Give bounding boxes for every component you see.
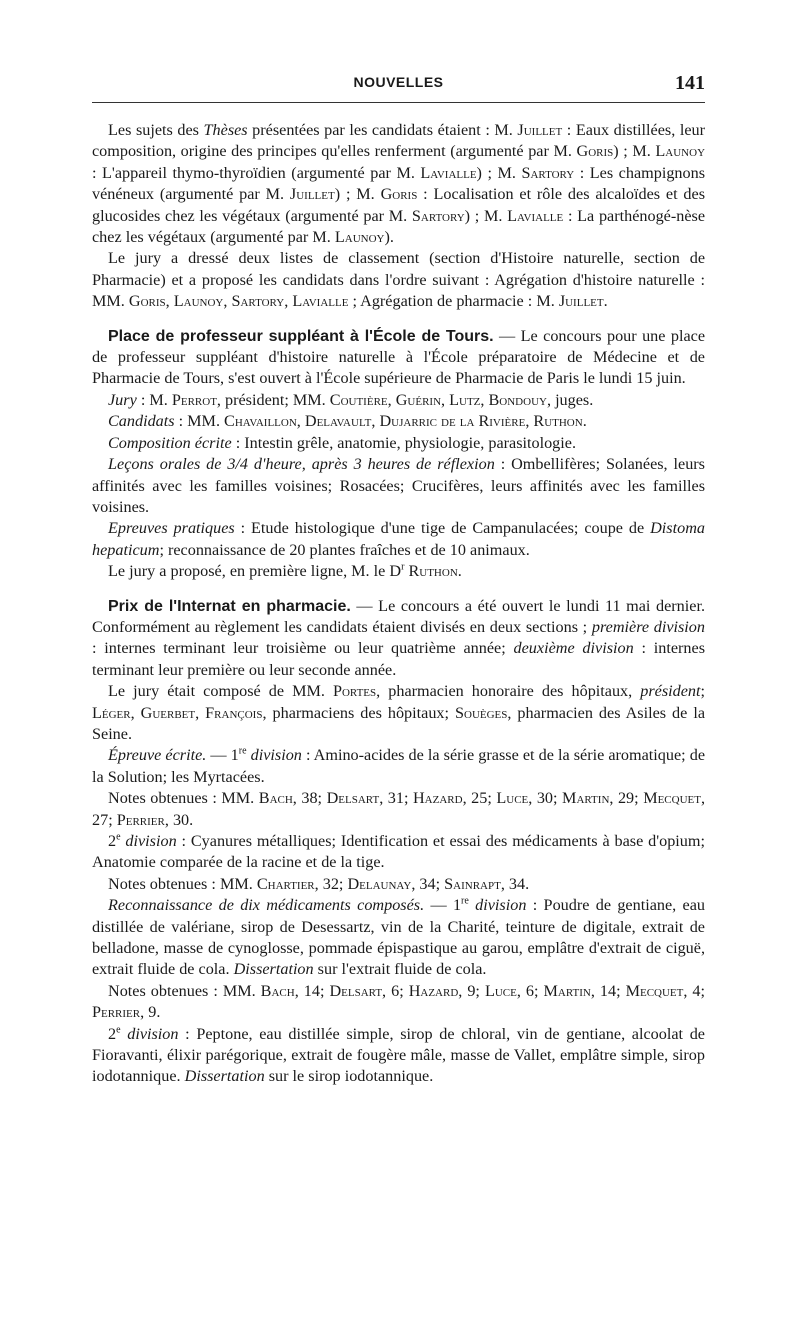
page-number: 141 bbox=[675, 72, 705, 94]
paragraph-tours-jury: Jury : M. Perrot, président; MM. Coutière, Guérin, Lutz, Bondouy, juges. bbox=[108, 390, 594, 409]
paragraph-notes-1: Notes obtenues : MM. Bach, 38; Delsart, 31; Hazard, 25; Luce, 30; Martin, 29; Mecquet, 27; Perrier, 30. bbox=[92, 789, 706, 829]
paragraph-theses: Les sujets des Thèses présentées par les candidats étaient : M. Juillet : Eaux distillées, leur composition, origine des principes qu'elles renferment (argumenté par M. Goris) ; M. Launoy : L'appareil thymo-thyroïdien (argumenté par M. Lavialle) ; M. Sartory : Les champignons vénéneux (argumenté par M. Juillet) ; M. Goris : Localisation et rôle des alcaloïdes et des glucosides chez les végétaux (argumenté par M. Sartory) ; M. Lavialle : La parthénogé-nèse chez les végétaux (argumenté par M. Launoy). bbox=[92, 121, 706, 247]
paragraph-tours-lecons: Leçons orales de 3/4 d'heure, après 3 heures de réflexion : Ombellifères; Solanées, leurs affinités avec les familles voisines; Rosacées; Crucifères, leurs affinités avec les familles voisines. bbox=[92, 455, 705, 516]
article-body bbox=[92, 120, 705, 1088]
paragraph-internat-jury: Le jury était composé de MM. Portes, pharmacien honoraire des hôpitaux, président; Léger, Guerbet, François, pharmaciens des hôpitaux; Souèges, pharmacien des Asiles de la Seine. bbox=[92, 682, 706, 743]
paragraph-tours-result: Le jury a proposé, en première ligne, M. le $D^r$ Ruthon. bbox=[108, 561, 462, 581]
paragraph-epreuve-ecrite-2: 2e division : Cyanures métalliques; Identification et essai des médicaments à base d'opium; Anatomie comparée de la racine et de la tige. bbox=[92, 831, 705, 872]
paragraph-tours-epreuves: Epreuves pratiques : Etude histologique d'une tige de Campanulacées; coupe de Distoma hepaticum; reconnaissance de 20 plantes fraîches et de 10 animaux. bbox=[92, 519, 705, 559]
page-header bbox=[92, 72, 705, 98]
paragraph-jury-classement: Le jury a dressé deux listes de classement (section d'Histoire naturelle, section de Pharmacie) et a proposé les candidats dans l'ordre suivant : Agrégation d'histoire naturelle : MM. Goris, Launoy, Sartory, Lavialle ; Agrégation de pharmacie : M. Juillet. bbox=[92, 249, 705, 311]
paragraph-tours-candidats: Candidats : MM. Chavaillon, Delavault, Dujarric de la Rivière, Ruthon. bbox=[108, 412, 587, 431]
paragraph-reconnaissance-2: 2e division : Peptone, eau distillée simple, sirop de chloral, vin de gentiane, alcoolat de Fioravanti, élixir parégorique, extrait de fougère mâle, masse de Vallet, emplâtre simple, sirop iodotannique. Dissertation sur le sirop iodotannique. bbox=[92, 1024, 705, 1086]
paragraph-epreuve-ecrite-1: Épreuve écrite. — 1re division : Amino-acides de la série grasse et de la série aromatique; de la Solution; les Myrtacées. bbox=[92, 745, 706, 786]
paragraph-reconnaissance-1: Reconnaissance de dix médicaments composés. — 1re division : Poudre de gentiane, eau distillée de valériane, sirop de Desessartz, vin de la Charité, teinture de digitale, extrait de belladone, masse de cynoglosse, pommade épispastique au garou, emplâtre d'extrait de ciguë, extrait fluide de cola. Dissertation sur l'extrait fluide de cola. bbox=[92, 895, 705, 979]
section-tours-heading-paragraph: Place de professeur suppléant à l'École de Tours. — Le concours pour une place de professeur suppléant d'histoire naturelle à l'École préparatoire de Médecine et de Pharmacie de Tours, s'est ouvert à l'École supérieure de Pharmacie de Paris le lundi 15 juin. bbox=[92, 326, 705, 388]
paragraph-notes-2: Notes obtenues : MM. Chartier, 32; Delaunay, 34; Sainrapt, 34. bbox=[108, 874, 530, 893]
running-title: NOUVELLES bbox=[353, 74, 444, 90]
paragraph-tours-composition: Composition écrite : Intestin grêle, anatomie, physiologie, parasitologie. bbox=[108, 433, 577, 452]
paragraph-notes-3: Notes obtenues : MM. Bach, 14; Delsart, 6; Hazard, 9; Luce, 6; Martin, 14; Mecquet, 4; Perrier, 9. bbox=[92, 981, 706, 1022]
header-rule bbox=[92, 102, 705, 103]
section-internat-heading-paragraph: Prix de l'Internat en pharmacie. — Le concours a été ouvert le lundi 11 mai dernier. Conformément au règlement les candidats étaient divisés en deux sections ; première division : internes terminant leur troisième ou leur quatrième année; deuxième division : internes terminant leur première ou leur seconde année. bbox=[92, 596, 705, 679]
